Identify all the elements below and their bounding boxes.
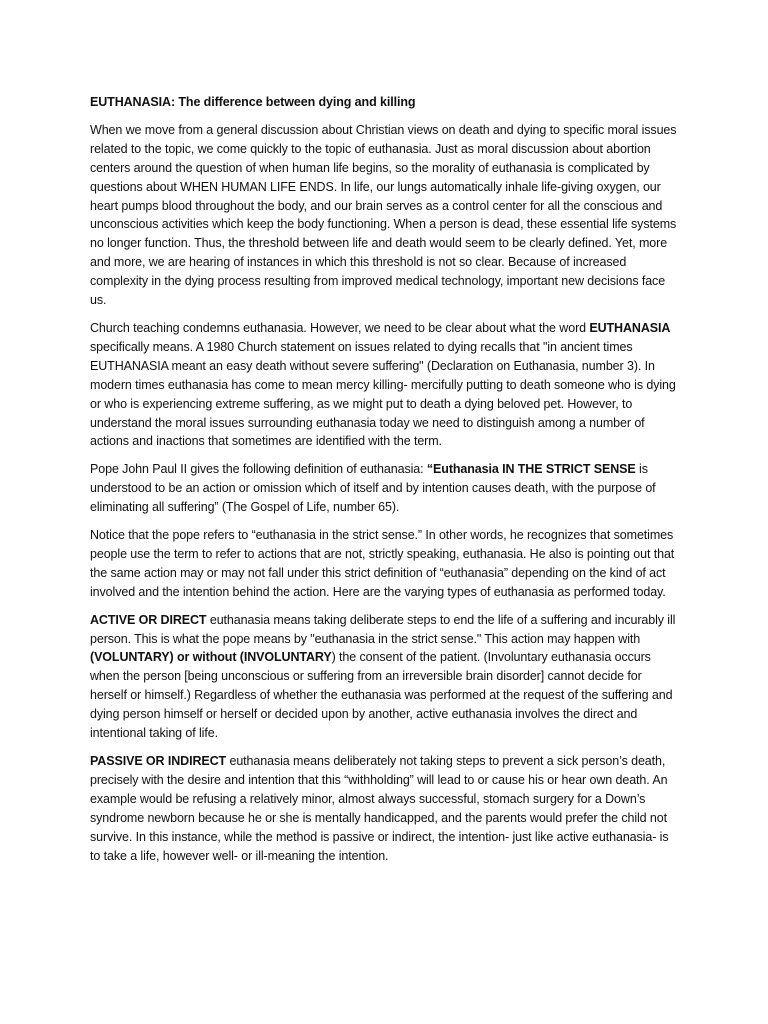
bold-term-strict-sense: “Euthanasia IN THE STRICT SENSE (426, 462, 636, 477)
paragraph-intro: When we move from a general discussion about Christian views on death and dying to specific moral issues related to the topic, we come quickly to the topic of euthanasia. Just as moral discussion about abortion centers around the question of when human life begins, so the morality of euthanasia is complicated by questions about WHEN HUMAN LIFE ENDS. In life, our lungs automatically inhale life-giving oxygen, our heart pumps blood throughout the body, and our brain serves as a control center for all the conscious and unconscious activities which keep the body functioning. When a person is dead, these essential life systems no longer function. Thus, the threshold between life and death would seem to be clearly defined. Yet, more and more, we are hearing of instances in which this threshold is not so clear. Because of increased complexity in the dying process resulting from improved medical technology, important new decisions face us. (90, 122, 677, 308)
document-page (90, 93, 680, 874)
paragraph-strict-sense-note: Notice that the pope refers to “euthanasia in the strict sense.” In other words, he recognizes that sometimes people use the term to refer to actions that are not, strictly speaking, euthanasia. He also is pointing out that the same action may or may not fall under this strict definition of “euthanasia” depending on the kind of act involved and the intention behind the action. Here are the varying types of euthanasia as performed today. (90, 528, 675, 599)
paragraph-definition (90, 460, 680, 517)
paragraph-text: Pope John Paul II gives the following definition of euthanasia: (90, 462, 427, 477)
paragraph-passive-euthanasia (90, 752, 680, 865)
document-title: EUTHANASIA: The difference between dying and killing (90, 95, 416, 109)
paragraph-text: specifically means. A 1980 Church statement on issues related to dying recalls that "in ancient times EUTHANASIA meant an easy death without severe suffering" (Declaration on Euthanasia, number 3). In modern times euthanasia has come to mean mercy killing- mercifully putting to death someone who is dying or who is experiencing extreme suffering, as we might put to death a dying beloved pet. However, to understand the moral issues surrounding euthanasia today we need to distinguish among a number of actions and inactions that sometimes are identified with the term. (90, 339, 676, 449)
paragraph-text: Church teaching condemns euthanasia. However, we need to be clear about what the word (90, 320, 590, 335)
bold-term-voluntary: (VOLUNTARY) or without (INVOLUNTARY (90, 650, 332, 665)
paragraph-church-teaching (90, 319, 680, 451)
paragraph-text: ) the consent of the patient. (Involuntary euthanasia occurs when the person [being unconscious or suffering from an irreversible brain disorder] cannot decide for herself or himself.) Regardless of whether the euthanasia was performed at the request of the suffering and dying person himself or herself or decided upon by another, active euthanasia involves the direct and intentional taking of life. (90, 650, 673, 741)
bold-term-passive-indirect: PASSIVE OR INDIRECT (90, 754, 227, 768)
paragraph-text: euthanasia means taking deliberate steps to end the life of a suffering and incurably ill person. This is what the pope means by "euthanasia in the strict sense." This action may happen with (90, 612, 676, 646)
paragraph-active-euthanasia (90, 611, 680, 743)
paragraph-text: euthanasia means deliberately not taking steps to prevent a sick person’s death, precisely with the desire and intention that this “withholding” will lead to or cause his or hear own death. An example would be refusing a relatively minor, almost always successful, stomach surgery for a Down’s syndrome newborn because he or she is mentally handicapped, and the parents would prefer the child not survive. In this instance, while the method is passive or indirect, the intention- just like active euthanasia- is to take a life, however well- or ill-meaning the intention. (90, 754, 669, 863)
paragraph-text: is understood to be an action or omission which of itself and by intention causes death, with the purpose of eliminating all suffering” (The Gospel of Life, number 65). (90, 462, 656, 515)
bold-term-euthanasia: EUTHANASIA (589, 320, 671, 335)
bold-term-active-direct: ACTIVE OR DIRECT (90, 612, 207, 627)
